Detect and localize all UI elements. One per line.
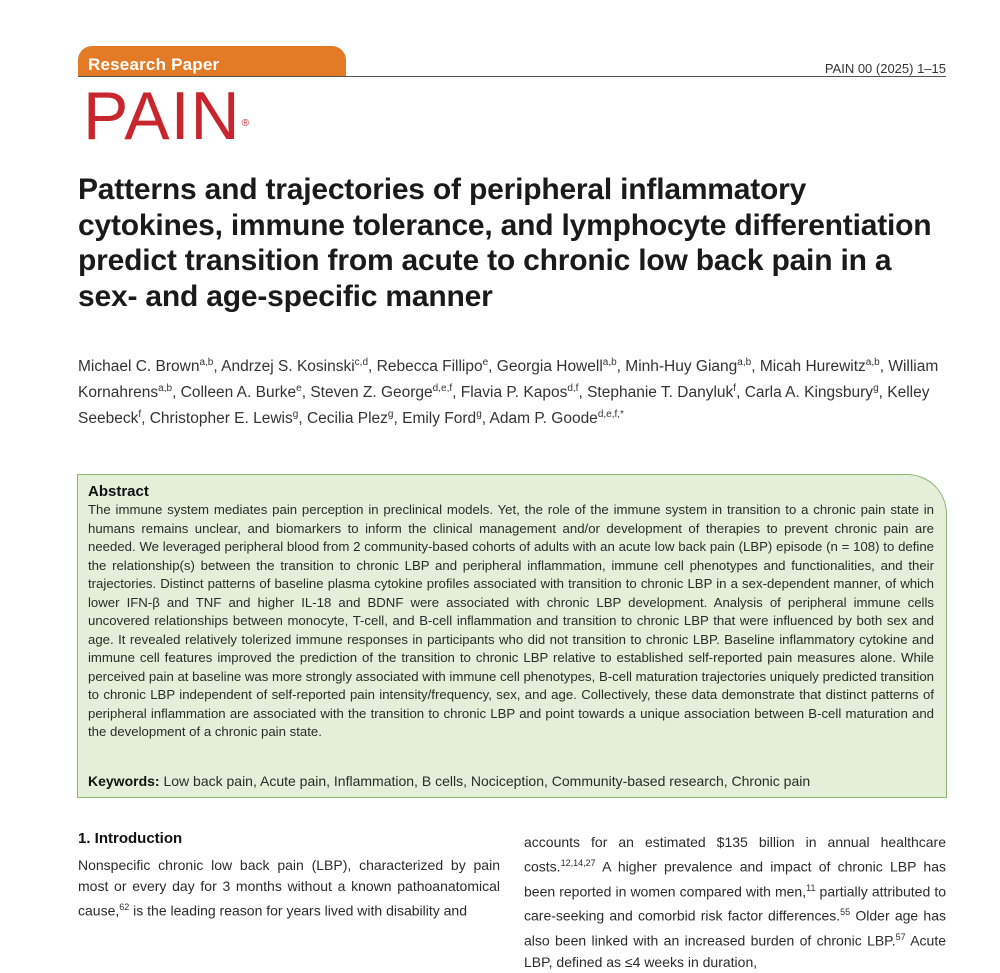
author-name: Christopher E. Lewis [149, 410, 293, 428]
author-name: Minh-Huy Giang [625, 358, 738, 376]
author-affiliation: d,e,f,* [597, 409, 624, 421]
author-name: Carla A. Kingsbury [744, 384, 874, 402]
author-name: Georgia Howell [496, 358, 603, 376]
author-affiliation: g [476, 409, 482, 421]
author-name: Steven Z. George [310, 384, 433, 402]
abstract-text: The immune system mediates pain perception in preclinical models. Yet, the role of the immune system in transition to a chronic pain state in humans remains unclear, and biomarkers to inform the clinical management and/or development of therapies to prevent chronic pain are needed. We leveraged peripheral blood from 2 community-based cohorts of adults with an acute low back pain (LBP) episode (n = 108) to define the relationship(s) between the transition to chronic LBP and peripheral inflammation, immune cell phenotypes and functionalities, and their trajectories. Distinct patterns of baseline plasma cytokine profiles associated with transition to chronic LBP in a sex-dependent manner, of which lower IFN-β and TNF and higher IL-18 and BDNF were associated with chronic LBP development. Analysis of peripheral immune cells uncovered relationships between monocyte, T-cell, and B-cell inflammation and transition to chronic LBP that were influenced by both sex and age. It revealed relatively tolerized immune responses in participants who did not transition to chronic LBP. Baseline inflammatory cytokine and immune cell features improved the prediction of the transition to chronic LBP relative to established self-reported pain measures alone. While perceived pain at baseline was more strongly associated with immune cell phenotypes, B-cell maturation trajectories uniquely predicted transition to chronic LBP independent of self-reported pain intensity/frequency, sex, and age. Collectively, these data demonstrate that distinct patterns of peripheral inflammation are associated with the transition to chronic LBP and point towards a unique association between B-cell maturation and the development of a chronic pain state. [88, 502, 934, 739]
author-name: Stephanie T. Danyluk [587, 384, 734, 402]
author-name: Micah Hurewitz [759, 358, 866, 376]
abstract-heading: Abstract [88, 483, 149, 500]
citation-ref: 57 [895, 931, 906, 942]
journal-logo-text: PAIN [83, 78, 241, 154]
body-text-run: is the leading reason for years lived with disability and [129, 902, 468, 919]
citation-ref: 62 [119, 902, 130, 912]
body-text-run: Nonspecific chronic low back pain (LBP), characterized by pain most or every day for 3 months without a known pathoanatomical cause, [78, 857, 500, 919]
author-affiliation: e [296, 383, 302, 395]
registered-mark: ® [241, 118, 251, 129]
citation-ref: 55 [840, 907, 851, 918]
keywords-text: Low back pain, Acute pain, Inflammation, B cells, Nociception, Community-based research, Chronic pain [163, 773, 811, 789]
intro-paragraph-right [524, 832, 946, 973]
author-name: Michael C. Brown [78, 358, 200, 376]
citation-ref: 12,14,27 [560, 858, 596, 868]
body-column-right [524, 832, 946, 973]
author-affiliation: f [733, 383, 737, 395]
abstract-box [77, 474, 947, 798]
author-affiliation: c,d [354, 357, 369, 368]
author-affiliation: a,b [865, 357, 880, 368]
author-name: Emily Ford [402, 410, 477, 428]
keywords-line [88, 773, 810, 789]
author-affiliation: d,e,f [432, 383, 453, 395]
article-title: Patterns and trajectories of peripheral inflammatory cytokines, immune tolerance, and lymphocyte differentiation predict transition from acute to chronic low back pain in a sex- and age-specific manner [78, 173, 932, 313]
author-affiliation: g [387, 409, 394, 421]
author-name: Adam P. Goode [489, 410, 598, 428]
author-name: Flavia P. Kapos [460, 384, 568, 402]
journal-logo [83, 80, 249, 152]
author-name: Rebecca Fillipo [376, 358, 483, 376]
body-text-run: Older age has also been linked with an increased burden of chronic LBP. [524, 907, 946, 949]
body-text-run: accounts for an estimated $135 billion in annual healthcare costs. [524, 834, 946, 875]
author-name: Kelley Seebeck [78, 384, 930, 428]
author-affiliation: a,b [158, 383, 173, 395]
author-name: Andrzej S. Kosinski [221, 358, 355, 376]
section-tab [78, 46, 346, 77]
citation-ref: 11 [806, 882, 816, 893]
section-tab-label: Research Paper [88, 55, 220, 74]
body-text-run: Acute LBP, defined as ≤4 weeks in duration, [524, 932, 946, 970]
body-text-run: partially attributed to care-seeking and comorbid risk factor differences. [524, 883, 946, 924]
author-affiliation: a,b [602, 357, 617, 368]
author-name: William Kornahrens [78, 358, 939, 402]
author-affiliation: f [138, 409, 142, 421]
author-affiliation: g [292, 409, 299, 421]
author-list: Michael C. Brown$^{a,b}$, Andrzej S. Kosinski$^{c,d}$, Rebecca Fillipo$^e$, Georgia Howell$^{a,b}$, Minh-Huy Giang$^{a,b}$, Micah Hurewitz$^{a,b}$, William Kornahrens$^{a,b}$, Colleen A. Burke$^e$, Steven Z. George$^{d,e,f}$, Flavia P. Kapos$^{d,f}$, Stephanie T. Danyluk$^f$, Carla A. Kingsbury$^g$, Kelley Seebeck$^f$, Christopher E. Lewis$^g$, Cecilia Plez$^g$, Emily Ford$^g$, Adam P. Goode$^{d,e,f,*}$ [78, 357, 939, 428]
author-affiliation: e [482, 357, 489, 368]
header-rule [78, 76, 946, 77]
author-name: Colleen A. Burke [180, 384, 297, 402]
section-heading: 1. Introduction [78, 830, 183, 847]
body-column-left [78, 830, 500, 922]
author-affiliation: a,b [737, 357, 752, 368]
body-text-run: A higher prevalence and impact of chronic LBP has been reported in women compared with men, [524, 858, 946, 900]
author-name: Cecilia Plez [306, 410, 388, 428]
keywords-label: Keywords: [88, 773, 160, 789]
intro-paragraph-left [78, 855, 500, 922]
author-affiliation: a,b [199, 357, 214, 368]
journal-citation: PAIN 00 (2025) 1–15 [824, 61, 946, 76]
author-affiliation: d,f [567, 383, 579, 395]
author-affiliation: g [873, 383, 879, 395]
